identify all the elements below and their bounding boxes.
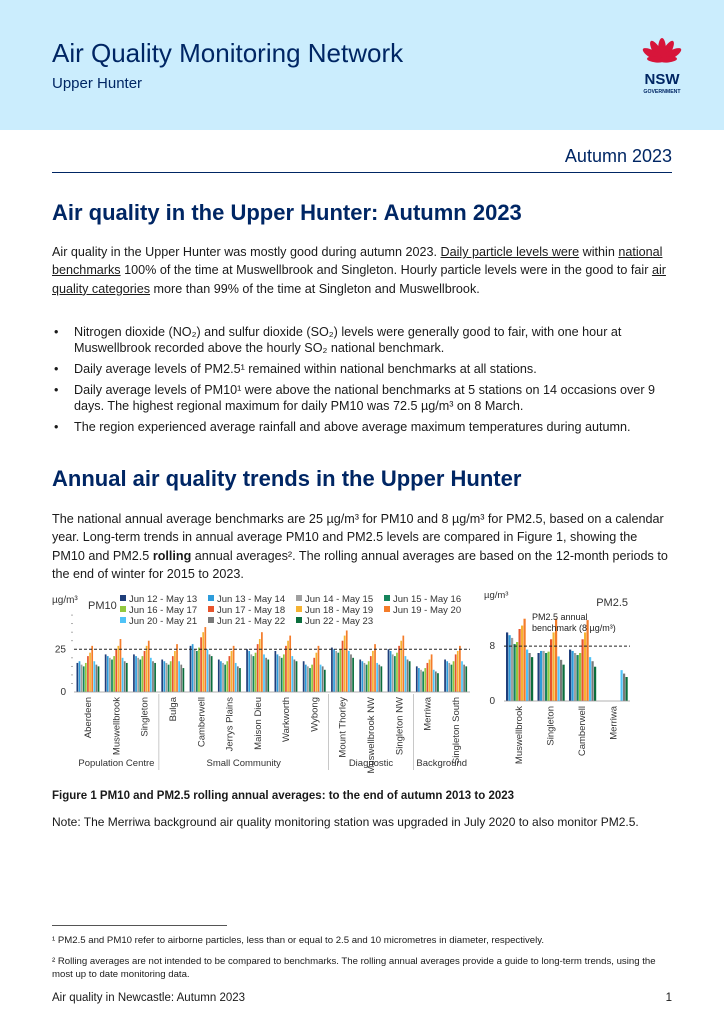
pm10-bar: [124, 661, 126, 692]
pm10-category-label: Wybong: [309, 697, 321, 732]
pm10-bar: [163, 661, 165, 692]
pm10-bar: [372, 651, 374, 692]
legend-label: Jun 18 - May 19: [305, 605, 374, 616]
pm10-y-axis-unit: µg/m³: [52, 595, 78, 606]
pm10-bar: [396, 653, 398, 692]
pm10-bar: [120, 639, 122, 692]
pm25-bar: [511, 638, 513, 701]
pm10-bar: [320, 665, 322, 692]
intro-text-3: 100% of the time at Muswellbrook and Singleton. Hourly particle levels were in the good to fair: [120, 263, 652, 278]
pm10-bar: [392, 654, 394, 692]
pm10-bar: [226, 661, 228, 692]
logo-text: NSW: [644, 71, 680, 88]
intro-text-2: within: [582, 245, 619, 259]
pm10-bar: [366, 665, 368, 692]
pm25-bar: [506, 632, 508, 701]
section-heading-autumn: Air quality in the Upper Hunter: Autumn 2023: [52, 200, 522, 225]
pm10-bar: [388, 649, 390, 692]
pm10-bar: [142, 656, 144, 692]
pm10-bar: [311, 665, 313, 692]
pm25-bar: [545, 653, 547, 701]
pm10-bar: [381, 666, 383, 692]
pm10-bar: [229, 656, 231, 692]
pm10-bar: [335, 651, 337, 692]
pm10-category-label: Camberwell: [196, 697, 208, 748]
page-number: 1: [665, 992, 672, 1004]
pm10-bar: [429, 660, 431, 692]
pm25-bar: [560, 660, 562, 701]
pm25-bar: [558, 656, 560, 701]
pm10-bar: [303, 661, 305, 692]
pm10-bar: [222, 663, 224, 692]
pm10-bar: [340, 649, 342, 692]
pm10-bar: [176, 644, 178, 692]
pm10-category-label: Singleton: [139, 697, 151, 737]
pm10-bar: [168, 665, 170, 692]
pm10-bar: [313, 658, 315, 692]
pm10-category-label: Singleton South: [450, 697, 462, 765]
pm10-bar: [83, 666, 85, 692]
pm10-category-label: Aberdeen: [83, 697, 95, 739]
pm25-bar: [572, 651, 574, 701]
pm25-y-tick-label: 0: [489, 696, 495, 707]
legend-label: Jun 22 - May 23: [305, 616, 374, 627]
pm25-bar: [589, 657, 591, 701]
pm25-y-axis-unit: µg/m³: [484, 590, 509, 601]
pm10-bar: [427, 663, 429, 692]
header-divider: [52, 172, 672, 173]
pm10-bar: [374, 644, 376, 692]
figure-1-chart: [52, 590, 672, 776]
page-title: Air Quality Monitoring Network: [52, 38, 404, 68]
pm10-bar: [465, 666, 467, 692]
pm10-bar: [96, 665, 98, 692]
page-footer: Air quality in Newcastle: Autumn 2023: [52, 992, 246, 1004]
pm10-bar: [305, 665, 307, 692]
pm10-bar: [211, 656, 213, 692]
figure-note: Note: The Merriwa background air quality monitoring station was upgraded in July 2020 to also monitor PM2.5.: [52, 815, 639, 829]
pm25-bar: [592, 661, 594, 701]
pm25-bar: [519, 629, 521, 701]
pm10-bar: [111, 660, 113, 692]
pm10-bar: [451, 665, 453, 692]
pm10-bar: [89, 653, 91, 692]
pm10-bar: [307, 666, 309, 692]
pm25-bar: [509, 635, 511, 701]
pm10-bar: [146, 646, 148, 692]
pm10-bar: [279, 656, 281, 692]
pm10-bar: [239, 668, 241, 692]
pm10-bar: [109, 658, 111, 692]
pm10-bar: [115, 649, 117, 692]
season-label: Autumn 2023: [564, 146, 672, 166]
pm10-bar: [352, 658, 354, 692]
pm25-bar: [582, 639, 584, 701]
legend-label: Jun 12 - May 13: [129, 594, 198, 605]
legend-swatch: [120, 617, 126, 623]
pm10-bar: [174, 651, 176, 692]
page-subtitle: Upper Hunter: [52, 75, 143, 92]
pm10-bar: [79, 661, 81, 692]
pm25-bar: [548, 652, 550, 701]
pm10-bar: [144, 651, 146, 692]
pm10-bar: [446, 661, 448, 692]
pm10-category-label: Merriwa: [422, 697, 434, 731]
pm10-bar: [370, 656, 372, 692]
pm10-bar: [287, 641, 289, 692]
pm10-bar: [207, 649, 209, 692]
pm10-bar: [113, 656, 115, 692]
pm10-bar: [346, 630, 348, 692]
pm10-bar: [224, 665, 226, 692]
pm10-bar: [277, 654, 279, 692]
pm10-bar: [198, 648, 200, 692]
pm10-bar: [418, 668, 420, 692]
legend-swatch: [208, 617, 214, 623]
pm10-bar: [150, 658, 152, 692]
footnote-2: ² Rolling averages are not intended to be compared to benchmarks. The rolling annual averages provide a guide to long-term trends, using the most up to date monitoring data.: [52, 956, 656, 980]
pm10-bar: [81, 665, 83, 692]
legend-label: Jun 20 - May 21: [129, 616, 198, 627]
page-header: [0, 0, 724, 130]
pm10-bar: [331, 648, 333, 692]
pm10-bar: [105, 654, 107, 692]
pm10-bar: [139, 660, 141, 692]
summary-bullets: [52, 324, 672, 440]
pm25-bar: [543, 651, 545, 701]
pm10-bar: [318, 646, 320, 692]
pm10-bar: [309, 668, 311, 692]
pm10-bar: [324, 670, 326, 692]
list-item: • Daily average levels of PM10¹ were above the national benchmarks at 5 stations on 14 occasions over 9 days. The highest regional maximum for daily PM10 was 72.5 µg/m³ on 8 March.: [52, 382, 672, 414]
pm10-bar: [253, 656, 255, 692]
legend-label: Jun 15 - May 16: [393, 594, 462, 605]
pm10-bar: [117, 646, 119, 692]
pm10-bar: [390, 651, 392, 692]
legend-label: Jun 19 - May 20: [393, 605, 462, 616]
pm25-chart-title: PM2.5: [596, 597, 628, 609]
pm10-group-label: Population Centre: [78, 758, 155, 769]
footnote-divider: [52, 925, 227, 926]
pm10-bar: [209, 654, 211, 692]
pm10-bar: [257, 644, 259, 692]
pm10-y-tick-label: 0: [60, 687, 66, 698]
pm25-bar: [626, 677, 628, 701]
legend-label: Jun 14 - May 15: [305, 594, 374, 605]
pm25-bar: [516, 642, 518, 701]
pm10-bar: [348, 651, 350, 692]
pm10-bar: [161, 660, 163, 692]
pm25-bar: [594, 667, 596, 701]
pm10-bar: [453, 661, 455, 692]
pm25-bar: [563, 665, 565, 701]
intro-text-4: more than 99% of the time at Singleton and Muswellbrook.: [150, 281, 480, 296]
pm10-bar: [337, 653, 339, 692]
pm10-group-label: Background: [416, 758, 468, 769]
pm10-category-label: Mount Thorley: [337, 697, 349, 758]
pm10-bar: [246, 649, 248, 692]
legend-label: Jun 16 - May 17: [129, 605, 198, 616]
pm10-group-label: Small Community: [206, 758, 281, 769]
pm10-bar: [315, 653, 317, 692]
pm10-bar: [255, 653, 257, 692]
pm25-bar: [550, 639, 552, 701]
pm25-y-tick-label: 8: [489, 641, 495, 653]
pm10-bar: [194, 649, 196, 692]
pm10-bar: [263, 654, 265, 692]
pm10-bar: [180, 665, 182, 692]
pm10-bar: [342, 641, 344, 692]
pm10-bar: [431, 654, 433, 692]
pm10-bar: [422, 671, 424, 692]
pm10-bar: [87, 656, 89, 692]
legend-swatch: [296, 595, 302, 601]
pm10-bar: [178, 661, 180, 692]
trends-text-2: annual averages². The rolling annual averages are based on the 12-month periods to the end of winter for 2015 to 2023.: [52, 548, 668, 581]
figure-caption: Figure 1 PM10 and PM2.5 rolling annual averages: to the end of autumn 2013 to 2023: [52, 790, 515, 802]
pm10-bar: [364, 663, 366, 692]
pm10-bar: [281, 658, 283, 692]
pm10-category-label: Muswellbrook NW: [366, 697, 377, 774]
pm10-bar: [148, 641, 150, 692]
pm10-category-label: Muswellbrook: [111, 697, 123, 756]
intro-paragraph: [52, 243, 672, 298]
list-item: • Daily average levels of PM2.5¹ remained within national benchmarks at all stations.: [52, 361, 672, 377]
pm10-bar: [448, 663, 450, 692]
pm10-bar: [333, 649, 335, 692]
pm10-bar: [435, 671, 437, 692]
pm10-bar: [285, 646, 287, 692]
pm10-bar: [248, 651, 250, 692]
pm10-bar: [376, 663, 378, 692]
legend-swatch: [120, 595, 126, 601]
pm10-bar: [402, 636, 404, 692]
pm10-bar: [237, 666, 239, 692]
pm25-bar: [524, 619, 526, 701]
pm10-bar: [220, 661, 222, 692]
pm10-bar: [235, 663, 237, 692]
pm10-bar: [344, 636, 346, 692]
pm10-bar: [135, 656, 137, 692]
pm10-bar: [190, 646, 192, 692]
pm10-bar: [233, 646, 235, 692]
pm10-category-label: Singleton NW: [394, 697, 406, 756]
pm10-bar: [457, 651, 459, 692]
pm25-category-label: Singleton: [545, 706, 557, 746]
legend-swatch: [296, 617, 302, 623]
pm10-bar: [322, 666, 324, 692]
link-air-quality-categories[interactable]: air quality categories: [52, 263, 666, 296]
pm10-bar: [437, 673, 439, 692]
pm10-bar: [231, 651, 233, 692]
pm10-y-tick-label: 25: [54, 644, 66, 656]
trends-bold-text: rolling: [152, 548, 192, 563]
pm10-bar: [93, 661, 95, 692]
link-national-benchmarks[interactable]: national benchmarks: [52, 245, 663, 278]
pm10-bar: [409, 661, 411, 692]
pm10-bar: [152, 661, 154, 692]
pm10-bar: [137, 658, 139, 692]
pm10-bar: [283, 654, 285, 692]
pm10-bar: [361, 661, 363, 692]
pm10-bar: [259, 639, 261, 692]
pm25-benchmark-label: PM2.5 annual benchmark (8 µg/m³): [532, 612, 616, 633]
pm25-bar: [531, 657, 533, 701]
pm25-bar: [584, 632, 586, 701]
pm10-bar: [166, 663, 168, 692]
section-heading-trends: Annual air quality trends in the Upper Hunter: [52, 466, 522, 491]
pm25-bar: [514, 644, 516, 701]
pm25-category-label: Camberwell: [576, 706, 588, 757]
pm10-bar: [350, 654, 352, 692]
pm25-bar: [577, 655, 579, 701]
pm10-bar: [98, 666, 100, 692]
pm25-category-label: Merriwa: [608, 706, 620, 740]
pm10-bar: [459, 646, 461, 692]
pm10-bar: [424, 668, 426, 692]
legend-swatch: [384, 595, 390, 601]
legend-label: Jun 21 - May 22: [217, 616, 286, 627]
pm25-bar: [574, 653, 576, 701]
pm10-bar: [85, 663, 87, 692]
legend-swatch: [384, 606, 390, 612]
pm10-bar: [204, 627, 206, 692]
pm25-bar: [540, 651, 542, 701]
pm10-bar: [154, 663, 156, 692]
link-daily-particle-levels[interactable]: Daily particle levels were: [440, 245, 580, 259]
pm10-bar: [275, 651, 277, 692]
pm25-bar: [529, 653, 531, 701]
pm10-bar: [133, 654, 135, 692]
pm25-bar: [521, 626, 523, 701]
legend-label: Jun 13 - May 14: [217, 594, 286, 605]
pm10-bar: [291, 656, 293, 692]
pm25-bar: [569, 650, 571, 701]
pm10-bar: [289, 636, 291, 692]
pm10-bar: [122, 658, 124, 692]
legend-swatch: [296, 606, 302, 612]
pm10-bar: [420, 670, 422, 692]
pm10-bar: [91, 646, 93, 692]
pm10-chart-title: PM10: [88, 600, 117, 612]
pm10-group-label: Diagnostic: [348, 758, 394, 769]
pm10-bar: [183, 668, 185, 692]
pm25-bar: [621, 670, 623, 701]
pm10-bar: [455, 654, 457, 692]
pm10-bar: [368, 661, 370, 692]
nsw-government-logo: [632, 34, 692, 98]
pm10-bar: [433, 670, 435, 692]
pm10-bar: [261, 632, 263, 692]
pm10-bar: [202, 632, 204, 692]
legend-swatch: [208, 606, 214, 612]
pm25-bar: [526, 650, 528, 701]
pm25-bar: [538, 653, 540, 701]
pm10-bar: [107, 656, 109, 692]
pm10-bar: [192, 644, 194, 692]
list-item: • Nitrogen dioxide (NO₂) and sulfur dioxide (SO₂) levels were generally good to fair, with one hour at Muswellbrook recorded above the hourly SO₂ national benchmark.: [52, 324, 672, 356]
logo-subtext: GOVERNMENT: [643, 89, 681, 95]
pm10-bar: [359, 660, 361, 692]
list-item: • The region experienced average rainfall and above average maximum temperatures during autumn.: [52, 419, 672, 435]
intro-text-1: Air quality in the Upper Hunter was mostly good during autumn 2023.: [52, 245, 441, 259]
footnote-1: ¹ PM2.5 and PM10 refer to airborne particles, less than or equal to 2.5 and 10 micrometres in diameter, respectively.: [52, 935, 545, 946]
pm10-bar: [296, 661, 298, 692]
pm10-bar: [407, 660, 409, 692]
pm10-bar: [77, 663, 79, 692]
pm10-bar: [265, 658, 267, 692]
legend-swatch: [208, 595, 214, 601]
pm10-bar: [196, 651, 198, 692]
pm10-category-label: Warkworth: [281, 697, 293, 743]
pm10-bar: [172, 656, 174, 692]
pm10-bar: [218, 660, 220, 692]
trends-text-1: The national annual average benchmarks are 25 µg/m³ for PM10 and 8 µg/m³ for PM2.5, based on a calendar year. Long-term trends in annual average PM10 and PM2.5 levels are compared in Figure 1, showing the PM10 and PM2.5: [52, 512, 664, 563]
pm10-bar: [378, 665, 380, 692]
pm10-bar: [294, 660, 296, 692]
pm10-bar: [267, 660, 269, 692]
pm10-bar: [461, 661, 463, 692]
pm10-bar: [444, 660, 446, 692]
pm10-bar: [250, 654, 252, 692]
pm10-bar: [126, 663, 128, 692]
pm25-category-label: Muswellbrook: [513, 706, 525, 765]
trends-paragraph: [52, 510, 672, 583]
pm10-bar: [200, 637, 202, 692]
pm10-bar: [463, 665, 465, 692]
pm10-bar: [416, 666, 418, 692]
pm10-bar: [170, 661, 172, 692]
pm25-bar: [579, 653, 581, 701]
pm10-bar: [398, 646, 400, 692]
pm10-bar: [405, 656, 407, 692]
legend-swatch: [120, 606, 126, 612]
pm10-category-label: Jerrys Plains: [224, 697, 236, 752]
pm25-bar: [553, 632, 555, 701]
pm10-bar: [394, 656, 396, 692]
pm10-category-label: Maison Dieu: [252, 697, 264, 750]
legend-label: Jun 17 - May 18: [217, 605, 286, 616]
pm10-category-label: Bulga: [168, 697, 179, 722]
pm10-bar: [400, 641, 402, 692]
pm25-bar: [623, 674, 625, 701]
